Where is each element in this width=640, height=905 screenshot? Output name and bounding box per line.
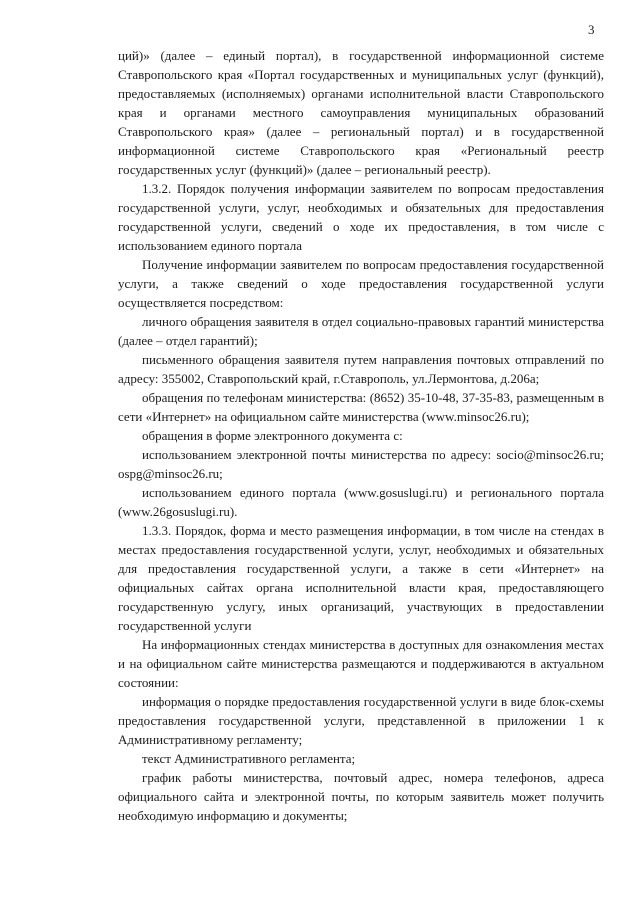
paragraph-1-3-2-heading: 1.3.2. Порядок получения информации заявителем по вопросам предоставления государственной услуги, услуг, необходимых и обязательных для предоставления государственной услуги, сведений о ходе их предоставления, в том числе с использованием единого портала [118, 181, 604, 253]
list-item-block-scheme: информация о порядке предоставления государственной услуги в виде блок-схемы предоставления государственной услуги, представленной в приложении 1 к Административному регламенту; [118, 694, 604, 747]
paragraph-1-3-3-heading: 1.3.3. Порядок, форма и место размещения информации, в том числе на стендах в местах предоставления государственной услуги, услуг, необходимых и обязательных для предоставления государственной услуги, а также в сети «Интернет» на официальных сайтах органа исполнительной власти края, предоставляющего государственную услугу, иных организаций, участвующих в предоставлении государственной услуги [118, 523, 604, 633]
page-number: 3 [588, 22, 595, 37]
paragraph-continuation: ций)» (далее – единый портал), в государственной информационной системе Ставропольского края «Портал государственных и муниципальных услуг (функций), предоставляемых (исполняемых) органами исполнительной власти Ставропольского края и органами местного самоуправления муниципальных образований Ставропольского края» (далее – региональный портал) и в государственной информационной системе Ставропольского края «Региональный реестр государственных услуг (функций)» (далее – региональный реестр). [118, 48, 604, 177]
list-item-portals: использованием единого портала (www.gosuslugi.ru) и регионального портала (www.26gosuslugi.ru). [118, 485, 604, 519]
list-item-schedule: график работы министерства, почтовый адрес, номера телефонов, адреса официального сайта и электронной почты, по которым заявитель может получить необходимую информацию и документы; [118, 770, 604, 823]
list-item-phone-request: обращения по телефонам министерства: (8652) 35-10-48, 37-35-83, размещенным в сети «Интернет» на официальном сайте министерства (www.minsoc26.ru); [118, 390, 604, 424]
list-item-written-request: письменного обращения заявителя путем направления почтовых отправлений по адресу: 355002, Ставропольский край, г.Ставрополь, ул.Лермонтова, д.206а; [118, 352, 604, 386]
list-item-personal-visit: личного обращения заявителя в отдел социально-правовых гарантий министерства (далее – отдел гарантий); [118, 314, 604, 348]
list-item-email: использованием электронной почты министерства по адресу: socio@minsoc26.ru; ospg@minsoc26.ru; [118, 447, 604, 481]
list-item-electronic-request: обращения в форме электронного документа с: [142, 428, 403, 443]
paragraph-stands-info: На информационных стендах министерства в доступных для ознакомления местах и на официальном сайте министерства размещаются и поддерживаются в актуальном состоянии: [118, 637, 604, 690]
paragraph-info-receiving: Получение информации заявителем по вопросам предоставления государственной услуги, а также сведений о ходе предоставления государственной услуги осуществляется посредством: [118, 257, 604, 310]
document-body [118, 46, 604, 825]
list-item-regulation-text: текст Административного регламента; [142, 751, 356, 766]
